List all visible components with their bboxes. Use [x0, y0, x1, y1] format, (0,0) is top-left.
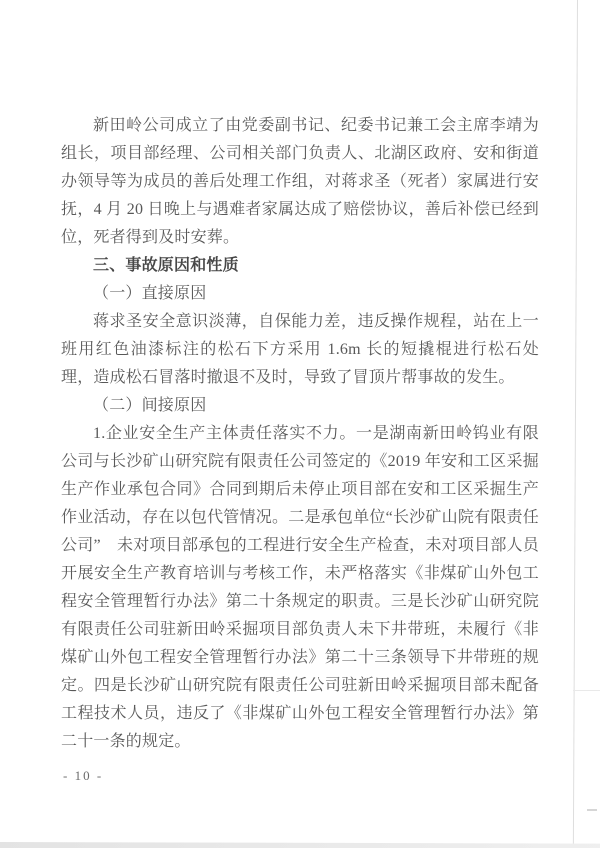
paragraph-direct-cause: 蒋求圣安全意识淡薄，自保能力差，违反操作规程，站在上一班用红色油漆标注的松石下方采用 1.6m 长的短撬棍进行松石处理，造成松石冒落时撤退不及时，导致了冒顶片帮事故的发生。: [61, 313, 539, 386]
scan-edge-right-line: [573, 0, 578, 846]
subheading-direct-cause: （一）直接原因: [93, 285, 207, 302]
section-heading-causes: 三、事故原因和性质: [93, 257, 239, 274]
paragraph-indirect-cause: 1.企业安全生产主体责任落实不力。一是湖南新田岭钨业有限公司与长沙矿山研究院有限责任公司签定的《2019 年安和工区采掘生产作业承包合同》合同到期后未停止项目部在安和工区采掘生产作业活动，存在以包代管情况。二是承包单位“长沙矿山院有限责任公司” 未对项目部承包的工程进行安全生产检查，未对项目部人员开展安全生产教育培训与考核工作，未严格落实《非煤矿山外包工程安全管理暂行办法》第二十条规定的职责。三是长沙矿山研究院有限责任公司驻新田岭采掘项目部负责人未下井带班，未履行《非煤矿山外包工程安全管理暂行办法》第二十三条领导下井带班的规定。四是长沙矿山研究院有限责任公司驻新田岭采掘项目部未配备工程技术人员，违反了《非煤矿山外包工程安全管理暂行办法》第二十一条的规定。: [61, 425, 539, 750]
paragraph-aftermath: 新田岭公司成立了由党委副书记、纪委书记兼工会主席李靖为组长，项目部经理、公司相关部门负责人、北湖区政府、安和街道办领导等为成员的善后处理工作组，对蒋求圣（死者）家属进行安抚，4 月 20 日晚上与遇难者家属达成了赔偿协议，善后补偿已经到位，死者得到及时安葬。: [61, 117, 539, 246]
document-body: [61, 112, 539, 756]
page-number: - 10 -: [63, 768, 104, 783]
scan-artifact-horizontal-mark: [573, 690, 600, 691]
scan-artifact-dash-mark: [587, 809, 597, 811]
subheading-indirect-cause: （二）间接原因: [93, 397, 207, 414]
scan-edge-bottom-band: [0, 842, 600, 848]
